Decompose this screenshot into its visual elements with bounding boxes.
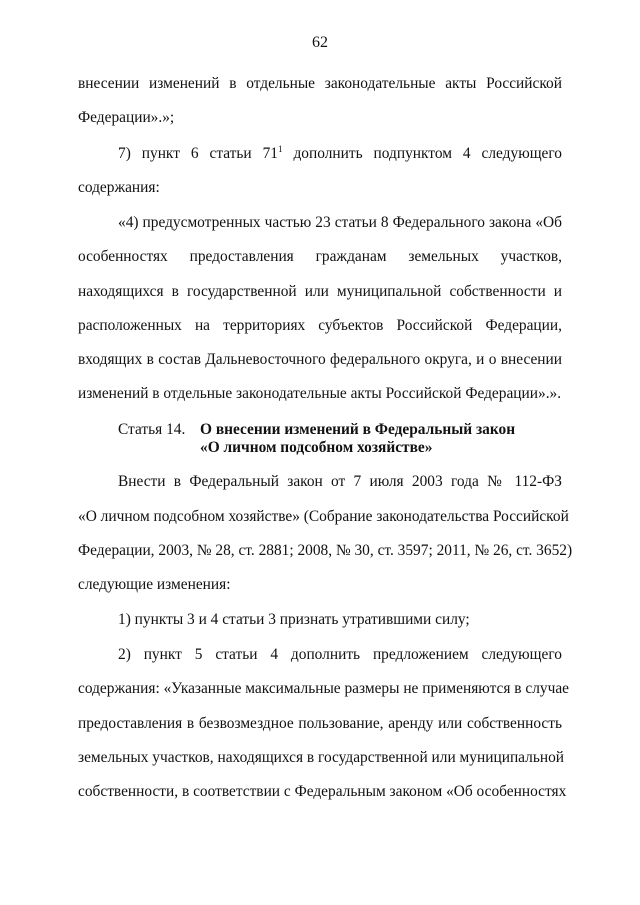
- text-line-with-superscript: [118, 144, 562, 164]
- text-line: Федерации, 2003, № 28, ст. 2881; 2008, № 30, ст. 3597; 2011, № 26, ст. 3652): [78, 542, 573, 559]
- superscript: 1: [278, 144, 283, 154]
- text-line: расположенных на территориях субъектов Российской Федерации,: [78, 317, 562, 334]
- text-line: 2) пункт 5 статьи 4 дополнить предложением следующего: [118, 646, 562, 663]
- text-line: Федерации».»;: [78, 109, 175, 126]
- text-line: Внести в Федеральный закон от 7 июля 2003 года № 112-ФЗ: [118, 473, 562, 490]
- text-segment: 7) пункт 6 статьи 71: [118, 145, 278, 162]
- article-title-line-1: О внесении изменений в Федеральный закон: [200, 421, 516, 438]
- page-number: 62: [312, 34, 328, 51]
- text-line: изменений в отдельные законодательные акты Российской Федерации».».: [78, 385, 562, 402]
- text-segment: дополнить подпунктом 4 следующего: [282, 145, 563, 162]
- text-line: предоставления в безвозмездное пользование, аренду или собственность: [78, 715, 562, 732]
- text-line: «4) предусмотренных частью 23 статьи 8 Федерального закона «Об: [118, 214, 562, 231]
- article-title-line-2: «О личном подсобном хозяйстве»: [200, 439, 433, 456]
- text-line: содержания:: [78, 179, 160, 196]
- text-line: следующие изменения:: [78, 576, 231, 593]
- text-line: особенностях предоставления гражданам земельных участков,: [78, 248, 562, 265]
- text-line: «О личном подсобном хозяйстве» (Собрание законодательства Российской: [78, 508, 569, 525]
- text-line: 1) пункты 3 и 4 статьи 3 признать утратившими силу;: [118, 611, 470, 628]
- article-label: Статья 14.: [118, 421, 186, 438]
- text-line: содержания: «Указанные максимальные размеры не применяются в случае: [78, 680, 569, 697]
- text-line: находящихся в государственной или муниципальной собственности и: [78, 283, 562, 300]
- text-line: земельных участков, находящихся в государственной или муниципальной: [78, 749, 565, 766]
- text-line: входящих в состав Дальневосточного федерального округа, и о внесении: [78, 351, 562, 368]
- text-line: собственности, в соответствии с Федеральным законом «Об особенностях: [78, 783, 567, 800]
- text-line: внесении изменений в отдельные законодательные акты Российской: [78, 75, 562, 92]
